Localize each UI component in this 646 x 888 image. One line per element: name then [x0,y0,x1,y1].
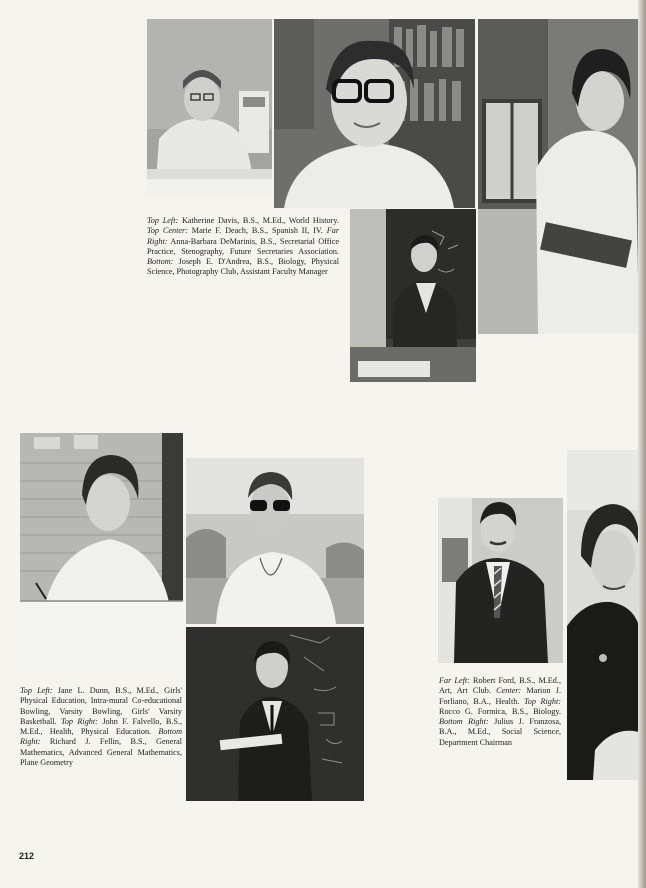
photo-marion-forliano [567,450,639,780]
caption-label: Bottom: [147,257,174,267]
caption-text: Marie F. Deach, B.S., Spanish II, IV. [187,226,327,236]
caption-label: Bottom Right: [439,717,489,727]
photo-jane-dunn [20,433,183,673]
photo-richard-fellin [186,627,364,801]
page-binding-shadow [638,0,646,888]
photo-katherine-davis [147,19,272,195]
photo-joseph-dandrea [350,209,476,382]
page-number: 212 [19,851,35,861]
photo-anna-barbara-demarinis [478,19,639,334]
caption-text: Anna-Barbara DeMarinis, B.S., Secretarial Office Practice, Stenography, Future Secretaries Association. [147,236,339,256]
caption-text: Richard J. Fellin, B.S., General Mathematics, Advanced General Mathematics, Plane Geometry [20,737,182,768]
caption-label: Top Center: [147,226,188,236]
caption-label: Top Right: [61,716,98,726]
caption-label: Far Right: [147,226,340,246]
caption-label: Center: [496,686,522,696]
caption-text: Robert Ford, B.S., M.Ed., Art, Art Club. [439,676,561,696]
photo-robert-ford [438,498,563,663]
caption-top-group [147,216,339,278]
caption-text: Joseph E. D'Andrea, B.S., Biology, Physical Science, Photography Club, Assistant Faculty Manager [147,257,339,277]
caption-label: Top Left: [147,216,179,225]
photo-marie-deach [274,19,475,208]
caption-text: Katherine Davis, B.S., M.Ed., World History. [178,216,339,225]
photo-john-falvello [186,458,364,624]
caption-bottom-right-group [439,676,561,748]
caption-text: Rocco G. Formica, B.S., Biology. [439,706,561,716]
caption-text: John F. Falvello, B.S., M.Ed., Health, Physical Education. [20,716,183,737]
caption-text: Julius J. Franzosa, B.A., M.Ed., Social Science, Department Chairman [439,717,561,747]
caption-label: Bottom Right: [20,727,182,747]
caption-label: Top Right: [523,696,561,706]
caption-bottom-left-group [20,686,182,768]
caption-label: Top Left: [20,686,53,695]
caption-label: Far Left: [439,676,470,685]
caption-text: Jane L. Dunn, B.S., M.Ed., Girls' Physical Education, Intra-mural Co-educational Bowling, Varsity Bowling, Girls' Varsity Basketball. [20,686,183,726]
caption-text: Marion J. Forliano, B.A., Health. [439,686,561,706]
